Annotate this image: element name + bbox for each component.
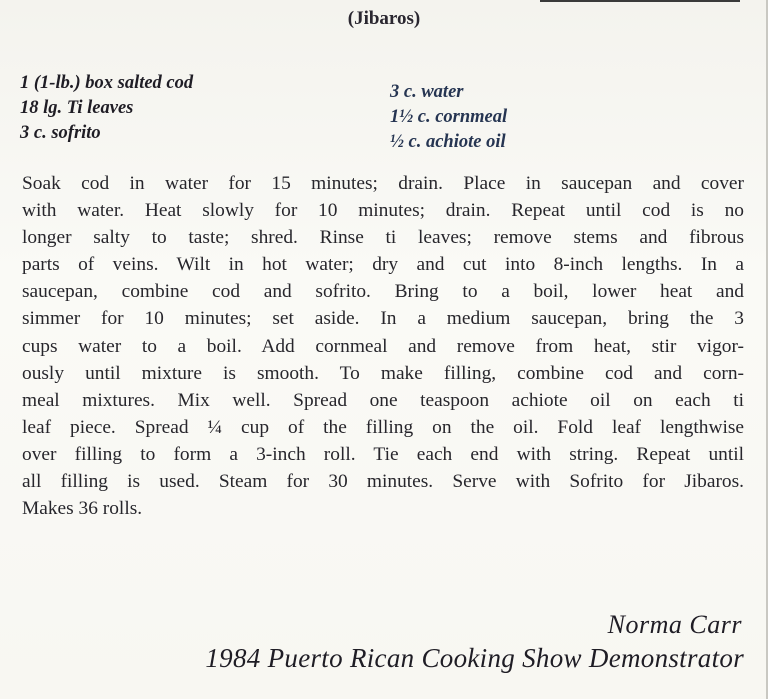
ingredient-item: 3 c. sofrito [20, 123, 101, 143]
instruction-line: over filling to form a 3-inch roll. Tie each end with string. Repeat until [22, 443, 744, 465]
contributor-name: Norma Carr [607, 610, 742, 639]
ingredients-list-right [390, 80, 507, 155]
instruction-line: all filling is used. Steam for 30 minutes. Serve with Sofrito for Jibaros. [22, 471, 744, 493]
ingredient-item: 1 (1-lb.) box salted cod [20, 73, 194, 93]
contributor-credit: 1984 Puerto Rican Cooking Show Demonstrator [205, 643, 744, 673]
instruction-line: Soak cod in water for 15 minutes; drain. Place in saucepan and cover [22, 173, 744, 194]
ingredient-item: 3 c. water [390, 82, 464, 102]
recipe-instructions [22, 170, 744, 522]
instruction-line: simmer for 10 minutes; set aside. In a medium saucepan, bring the 3 [22, 308, 744, 330]
ingredient-item: 18 lg. Ti leaves [20, 98, 134, 118]
instruction-line: ously until mixture is smooth. To make filling, combine cod and corn- [22, 362, 744, 384]
instruction-line: parts of veins. Wilt in hot water; dry and cut into 8-inch lengths. In a [22, 254, 744, 276]
instruction-line: saucepan, combine cod and sofrito. Bring to a boil, lower heat and [22, 281, 744, 303]
instruction-line: meal mixtures. Mix well. Spread one teaspoon achiote oil on each ti [22, 389, 744, 411]
instruction-line: leaf piece. Spread ¼ cup of the filling on the oil. Fold leaf lengthwise [22, 416, 744, 438]
instruction-line: cups water to a boil. Add cornmeal and remove from heat, stir vigor- [22, 335, 744, 357]
ingredient-item: 1½ c. cornmeal [390, 107, 508, 127]
instruction-line: longer salty to taste; shred. Rinse ti leaves; remove stems and fibrous [22, 227, 744, 249]
instruction-line: Makes 36 rolls. [22, 498, 143, 520]
top-rule-divider [540, 0, 740, 2]
ingredients-list-left [20, 71, 193, 146]
ingredient-item: ½ c. achiote oil [390, 132, 506, 152]
recipe-title: (Jibaros) [347, 8, 421, 29]
instruction-line: with water. Heat slowly for 10 minutes; drain. Repeat until cod is no [22, 200, 744, 222]
